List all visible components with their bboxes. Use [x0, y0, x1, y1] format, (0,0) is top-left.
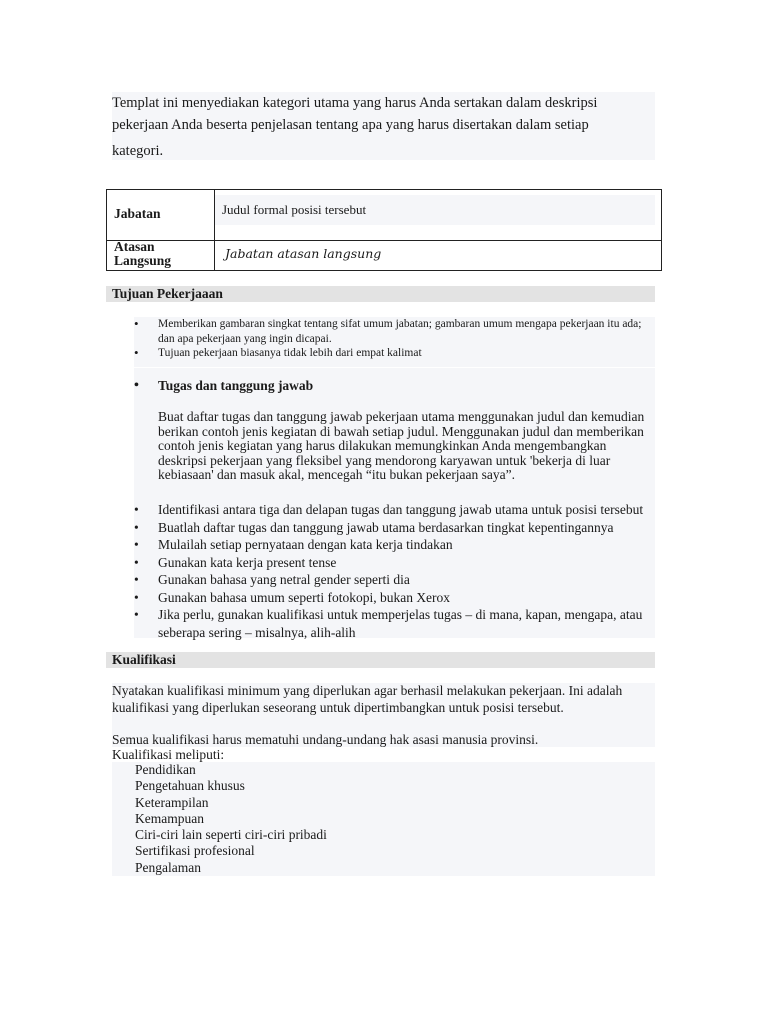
jabatan-label: Jabatan: [114, 206, 161, 221]
tugas-title: • Tugas dan tanggung jawab: [134, 378, 313, 394]
atasan-label-line-1: Atasan: [114, 239, 155, 254]
jabatan-value: Judul formal posisi tersebut: [215, 195, 655, 225]
tugas-section: [134, 368, 655, 638]
kualifikasi-para-2: Semua kualifikasi harus mematuhi undang-undang hak asasi manusia provinsi.: [112, 732, 539, 747]
list-item: Pendidikan: [135, 762, 196, 777]
list-item: • Memberikan gambaran singkat tentang sifat umum jabatan; gambaran umum mengapa pekerjaan itu ada; dan apa pekerjaan yang ingin dicapai.: [134, 317, 655, 346]
intro-paragraph: [112, 92, 655, 160]
kualifikasi-description: [112, 683, 655, 747]
list-item: • Tujuan pekerjaan biasanya tidak lebih dari empat kalimat: [134, 346, 655, 361]
list-item: • Jika perlu, gunakan kualifikasi untuk memperjelas tugas – di mana, kapan, mengapa, atau seberapa sering – misalnya, alih-alih: [134, 606, 655, 641]
list-item: Pengetahuan khusus: [135, 778, 245, 794]
intro-line-1: Templat ini menyediakan kategori utama yang harus Anda sertakan dalam deskripsi: [112, 95, 598, 111]
tujuan-list: [134, 317, 655, 367]
atasan-value: Jabatan atasan langsung: [225, 246, 382, 261]
list-item: • Gunakan bahasa yang netral gender seperti dia: [134, 571, 655, 589]
list-item: • Mulailah setiap pernyataan dengan kata kerja tindakan: [134, 536, 655, 554]
atasan-label: [114, 240, 171, 268]
list-item: • Identifikasi antara tiga dan delapan tugas dan tanggung jawab utama untuk posisi tersebut: [134, 501, 655, 519]
list-item: Ciri-ciri lain seperti ciri-ciri pribadi: [135, 827, 327, 843]
list-item: • Gunakan bahasa umum seperti fotokopi, bukan Xerox: [134, 589, 655, 607]
list-item: • Gunakan kata kerja present tense: [134, 554, 655, 572]
list-item: • Buatlah daftar tugas dan tanggung jawab utama berdasarkan tingkat kepentingannya: [134, 519, 655, 537]
tujuan-heading: Tujuan Pekerjaaan: [106, 286, 655, 302]
list-item: Kemampuan: [135, 810, 204, 826]
list-item: Keterampilan: [135, 794, 209, 810]
atasan-label-line-2: Langsung: [114, 253, 172, 268]
kualifikasi-list: [112, 762, 655, 876]
list-item: Sertifikasi profesional: [135, 843, 255, 859]
list-item: Pengalaman: [135, 859, 201, 875]
kualifikasi-para-1: Nyatakan kualifikasi minimum yang diperlukan agar berhasil melakukan pekerjaan. Ini adalah kualifikasi yang diperlukan seseorang untuk dipertimbangkan untuk posisi tersebut.: [112, 683, 623, 715]
table-row-jabatan: [107, 190, 661, 241]
kualifikasi-meliputi: Kualifikasi meliputi:: [112, 747, 225, 762]
job-info-table: [106, 189, 662, 271]
table-row-atasan: [107, 240, 661, 270]
kualifikasi-heading: Kualifikasi: [106, 652, 655, 668]
intro-line-3: kategori.: [112, 143, 164, 159]
tugas-list: [134, 501, 655, 641]
tugas-description: Buat daftar tugas dan tanggung jawab pekerjaan utama menggunakan judul dan kemudian berikan contoh jenis kegiatan di bawah setiap judul. Menggunakan judul dan memberikan contoh jenis kegiatan yang harus dilakukan memungkinkan Anda mengembangkan deskripsi pekerjaan yang fleksibel yang mendorong karyawan untuk 'bekerja di luar kebiasaan' dan masuk akal, mencegah “itu bukan pekerjaan saya”.: [158, 409, 645, 482]
intro-line-2: pekerjaan Anda beserta penjelasan tentang apa yang harus disertakan dalam setiap: [112, 117, 589, 133]
